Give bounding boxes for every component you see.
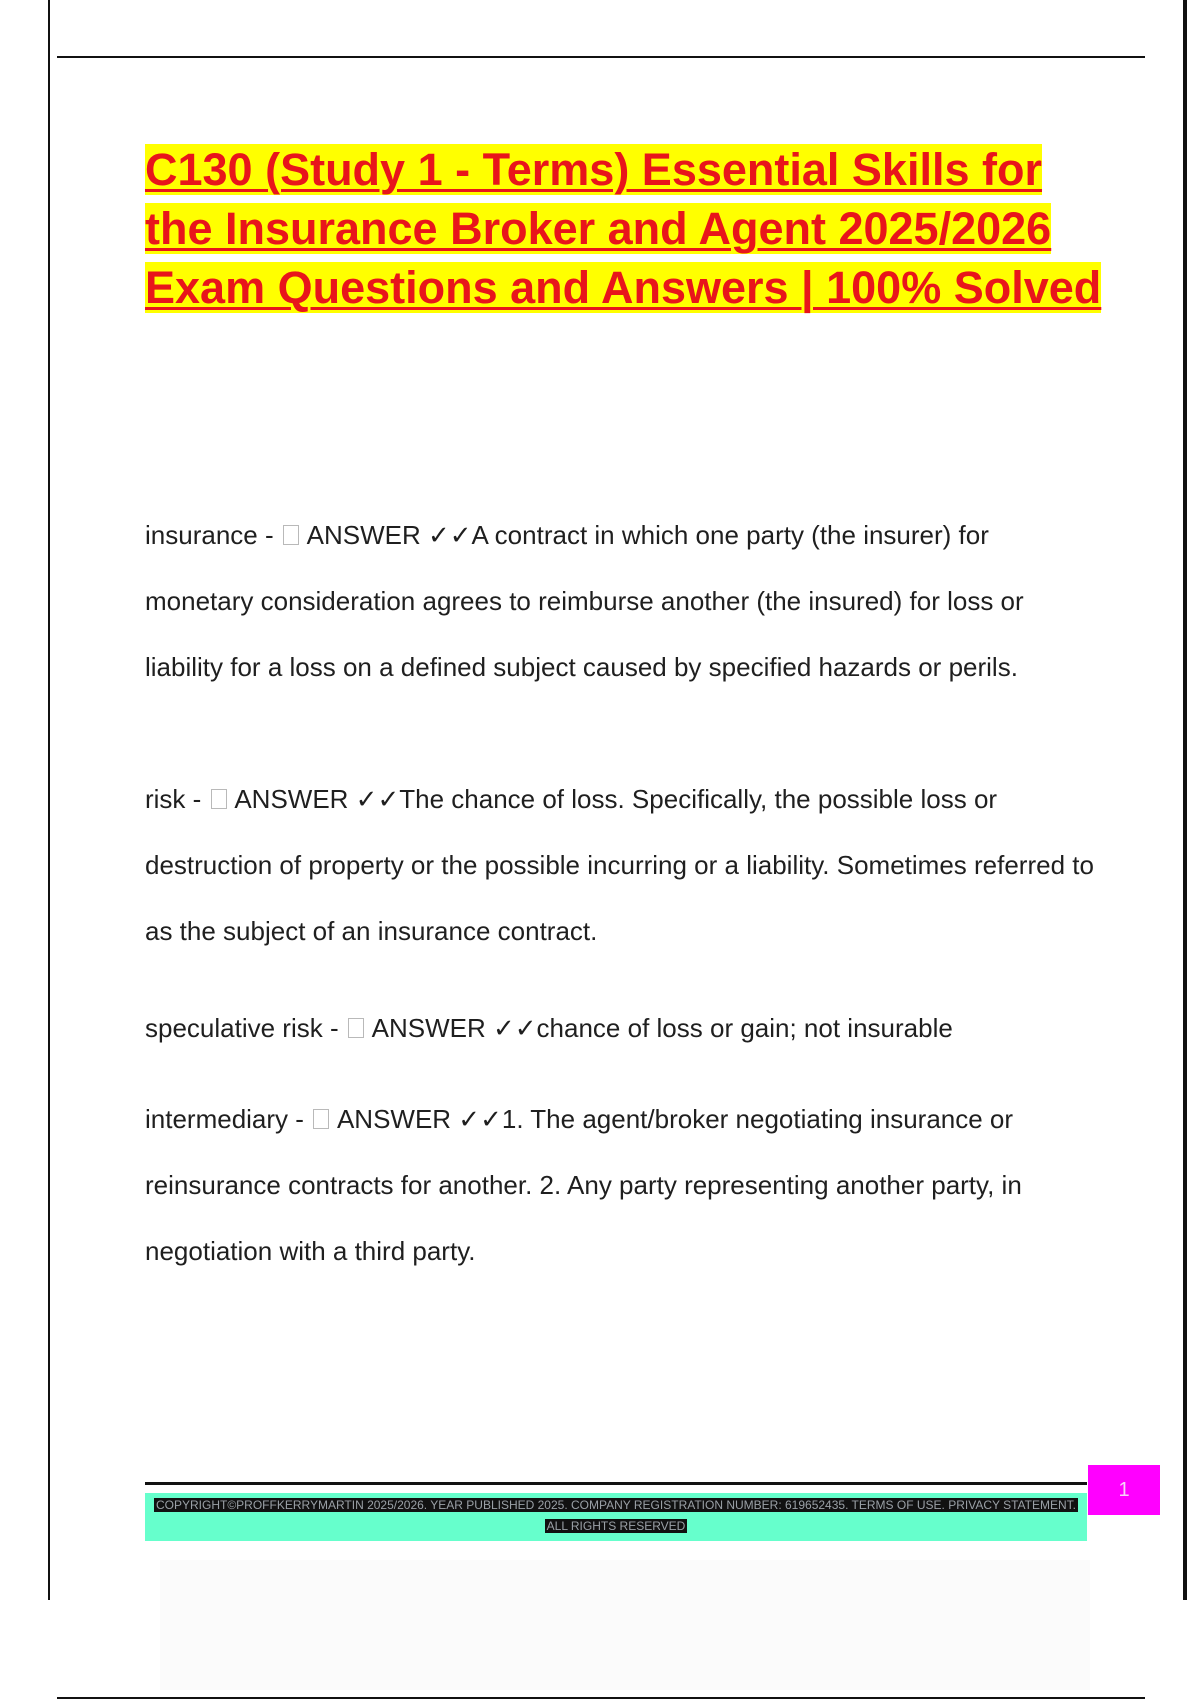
page-right-border	[1183, 0, 1187, 1600]
checkbox-glyph-icon	[211, 789, 227, 809]
answer-label: ANSWER ✓✓	[228, 784, 400, 814]
term-label: speculative risk -	[145, 1013, 346, 1043]
term-definition: The chance of loss. Specifically, the possible loss or destruction of property or the possible incurring or a liability. Sometimes referred to as the subject of an insurance contract.	[145, 784, 1094, 946]
page-number-badge: 1	[1088, 1465, 1160, 1515]
checkbox-glyph-icon	[283, 525, 299, 545]
term-label: insurance -	[145, 520, 281, 550]
next-page-shadow	[160, 1560, 1090, 1690]
term-definition: chance of loss or gain; not insurable	[536, 1013, 953, 1043]
answer-label: ANSWER ✓✓	[300, 520, 472, 550]
term-entry-speculative-risk	[145, 995, 1095, 1061]
term-entry-insurance	[145, 502, 1095, 700]
term-label: intermediary -	[145, 1104, 312, 1134]
term-label: risk -	[145, 784, 209, 814]
document-title	[145, 140, 1105, 317]
term-entry-risk	[145, 766, 1095, 964]
answer-label: ANSWER ✓✓	[365, 1013, 537, 1043]
answer-label: ANSWER ✓✓	[331, 1104, 502, 1134]
checkbox-glyph-icon	[348, 1018, 364, 1038]
next-page-rule	[57, 1697, 1145, 1699]
copyright-footer	[145, 1493, 1087, 1541]
footer-rule	[145, 1482, 1087, 1485]
document-title-text: C130 (Study 1 - Terms) Essential Skills for the Insurance Broker and Agent 2025/2026 Exam Questions and Answers | 100% Solved	[145, 144, 1102, 313]
header-rule	[57, 56, 1145, 58]
term-entry-intermediary	[145, 1086, 1095, 1284]
term-definition: A contract in which one party (the insurer) for monetary consideration agrees to reimburse another (the insured) for loss or liability for a loss on a defined subject caused by specified hazards or perils.	[145, 520, 1024, 682]
checkbox-glyph-icon	[313, 1109, 329, 1129]
term-definition: 1. The agent/broker negotiating insurance or reinsurance contracts for another. 2. Any party representing another party, in negotiation with a third party.	[145, 1104, 1022, 1266]
copyright-text: COPYRIGHT©PROFFKERRYMARTIN 2025/2026. YEAR PUBLISHED 2025. COMPANY REGISTRATION NUMBER: 619652435. TERMS OF USE. PRIVACY STATEMENT. ALL RIGHTS RESERVED	[156, 1498, 1076, 1533]
page-left-border	[48, 0, 50, 1600]
